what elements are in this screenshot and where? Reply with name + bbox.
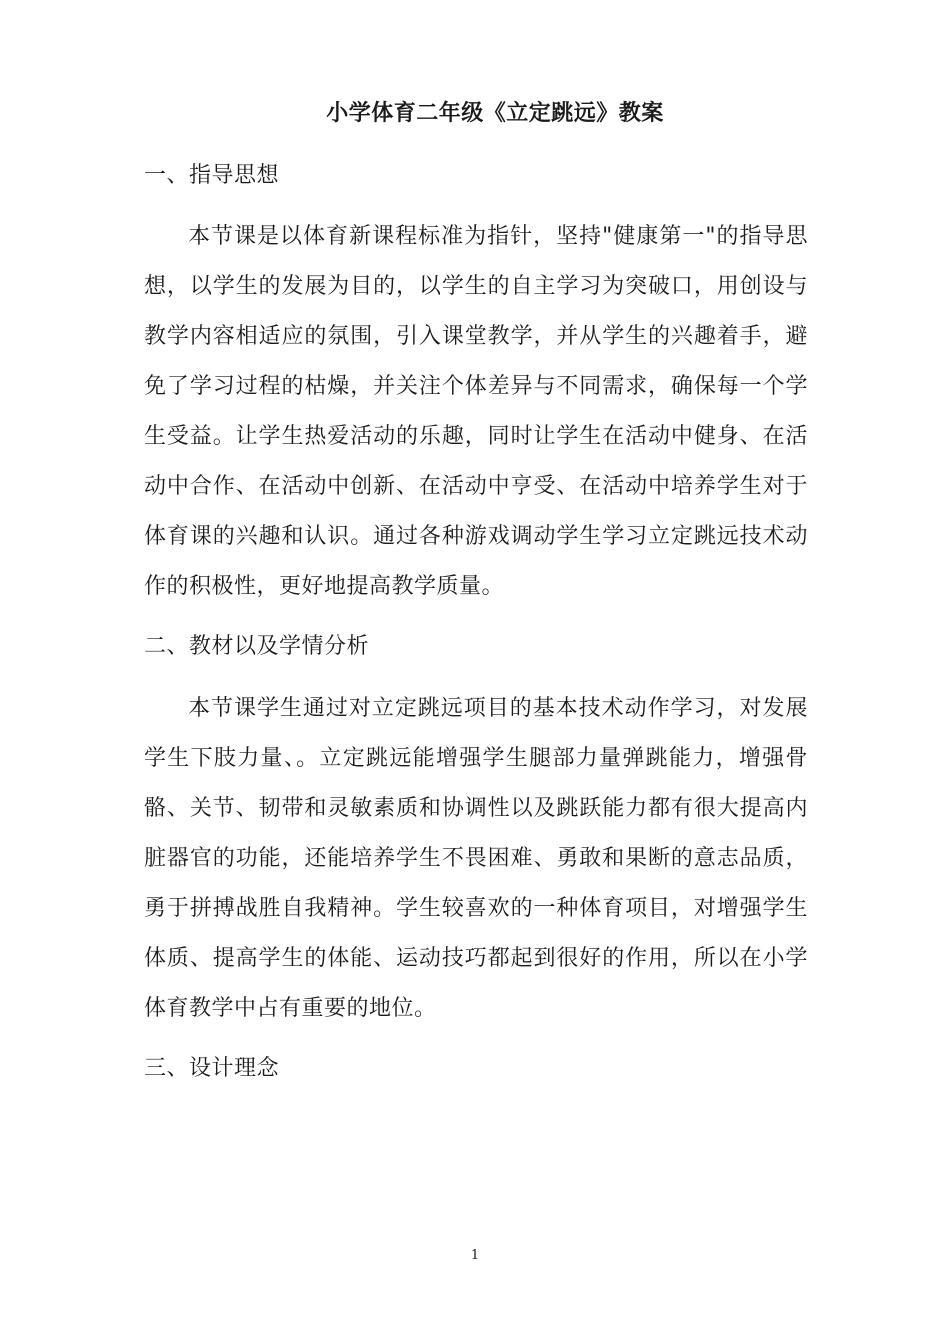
page-number: 1: [470, 1248, 480, 1263]
section-heading-guiding-thought: 一、指导思想: [144, 163, 280, 188]
document-title: 小学体育二年级《立定跳远》教案: [326, 101, 664, 126]
section-paragraph-material-analysis: 本节课学生通过对立定跳远项目的基本技术动作学习，对发展学生下肢力量、。立定跳远能增强学生腿部力量弹跳能力，增强骨骼、关节、韧带和灵敏素质和协调性以及跳跃能力都有很大提高内脏器官的功能，还能培养学生不畏困难、勇敢和果断的意志品质，勇于拼搏战胜自我精神。学生较喜欢的一种体育项目，对增强学生体质、提高学生的体能、运动技巧都起到很好的作用，所以在小学体育教学中占有重要的地位。: [144, 696, 808, 1021]
section-heading-design-concept: 三、设计理念: [144, 1056, 280, 1081]
section-heading-material-analysis: 二、教材以及学情分析: [144, 634, 370, 659]
section-paragraph-guiding-thought: 本节课是以体育新课程标准为指针，坚持"健康第一"的指导思想，以学生的发展为目的，以学生的自主学习为突破口，用创设与教学内容相适应的氛围，引入课堂教学，并从学生的兴趣着手，避免了学习过程的枯燥，并关注个体差异与不同需求，确保每一个学生受益。让学生热爱活动的乐趣，同时让学生在活动中健身、在活动中合作、在活动中创新、在活动中亨受、在活动中培养学生对于体育课的兴趣和认识。通过各种游戏调动学生学习立定跳远技术动作的积极性，更好地提高教学质量。: [144, 224, 808, 599]
